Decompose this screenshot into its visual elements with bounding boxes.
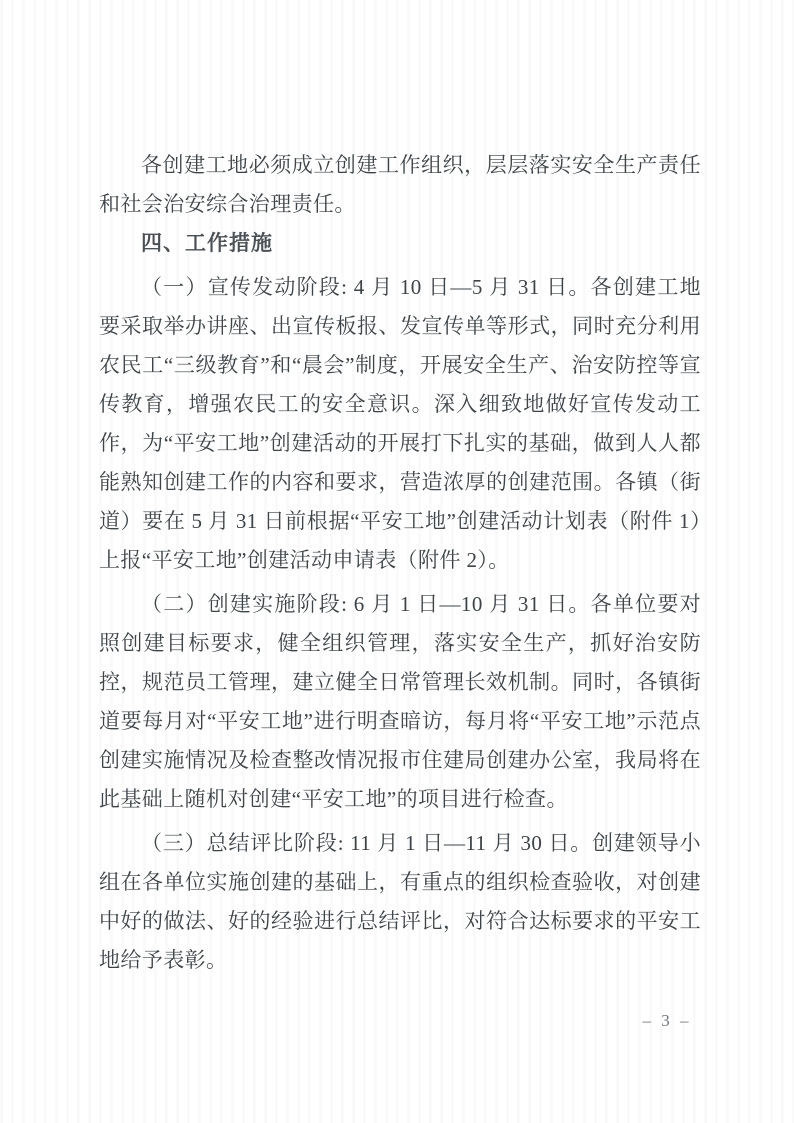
item-2-implementation-phase-paragraph: （二）创建实施阶段: 6 月 1 日—10 月 31 日。各单位要对照创建目标要求，健全组织管理，落实安全生产，抓好治安防控，规范员工管理，建立健全日常管理长效机制。同时，各镇街道要每月对“平安工地”进行明查暗访，每月将“平安工地”示范点创建实施情况及检查整改情况报市住建局创建办公室，我局将在此基础上随机对创建“平安工地”的项目进行检查。	[99, 592, 701, 811]
section-heading-work-measures: 四、工作措施	[141, 232, 273, 255]
page-number: – 3 –	[642, 1011, 692, 1030]
intro-paragraph: 各创建工地必须成立创建工作组织，层层落实安全生产责任和社会治安综合治理责任。	[99, 153, 701, 216]
document-body	[99, 146, 701, 980]
item-1-publicity-phase-paragraph: （一）宣传发动阶段: 4 月 10 日—5 月 31 日。各创建工地要采取举办讲座、出宣传板报、发宣传单等形式，同时充分利用农民工“三级教育”和“晨会”制度，开展安全生产、治安防控等宣传教育，增强农民工的安全意识。深入细致地做好宣传发动工作，为“平安工地”创建活动的开展打下扎实的基础，做到人人都能熟知创建工作的内容和要求，营造浓厚的创建范围。各镇（街道）要在 5 月 31 日前根据“平安工地”创建活动计划表（附件 1）上报“平安工地”创建活动申请表（附件 2）。	[99, 275, 701, 572]
item-3-summary-evaluation-phase-paragraph: （三）总结评比阶段: 11 月 1 日—11 月 30 日。创建领导小组在各单位实施创建的基础上，有重点的组织检查验收，对创建中好的做法、好的经验进行总结评比，对符合达标要求的平安工地给予表彰。	[99, 831, 701, 972]
